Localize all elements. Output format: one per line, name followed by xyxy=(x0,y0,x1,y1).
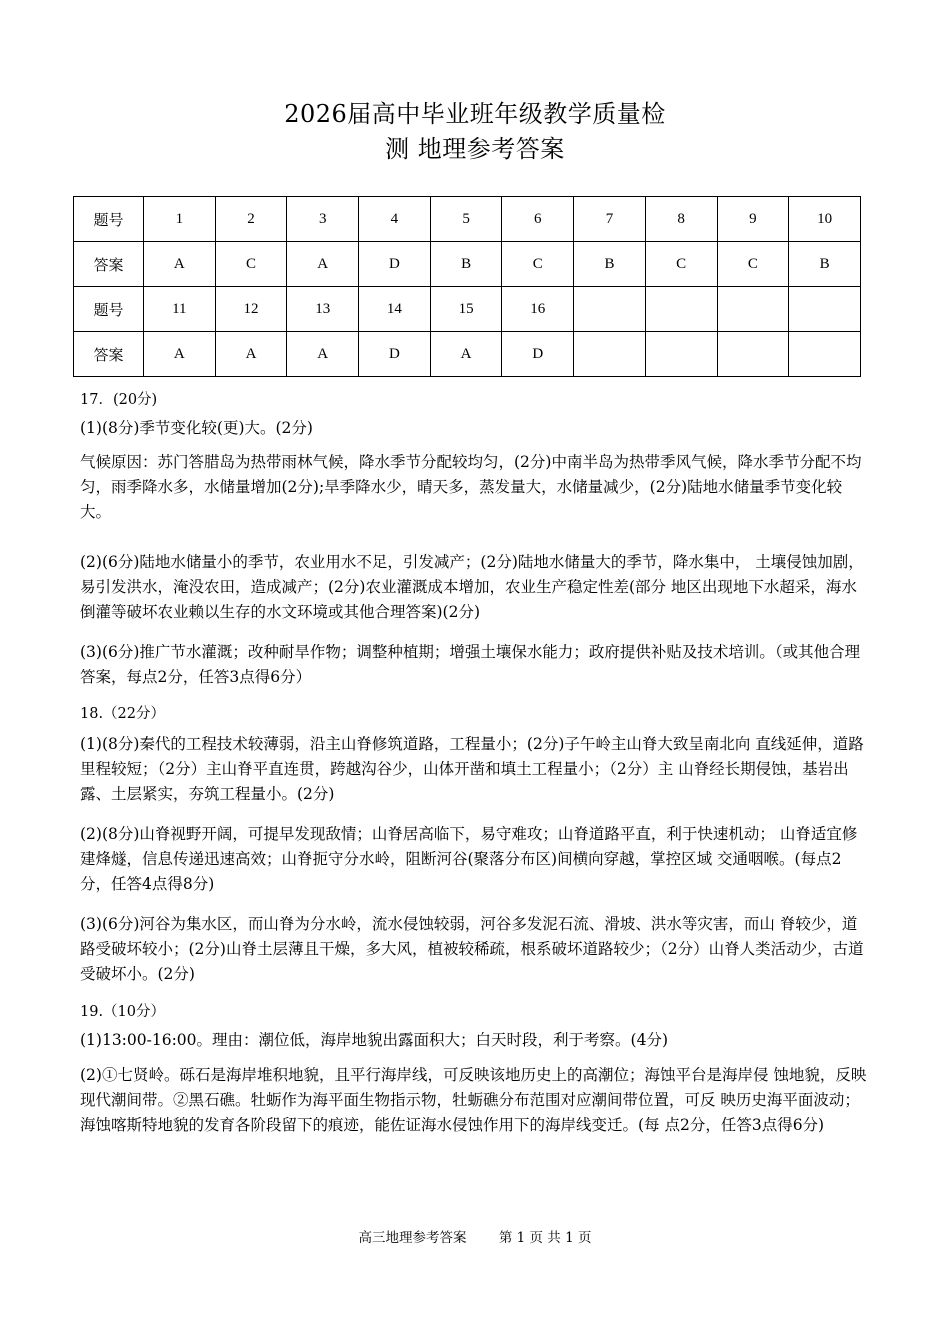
answer-table-row-label: 题号 xyxy=(74,287,144,332)
answer-table-cell: A xyxy=(144,332,216,377)
answer-table-cell: A xyxy=(215,332,287,377)
answer-table-cell xyxy=(717,287,789,332)
answer-table-cell: 5 xyxy=(430,197,502,242)
answer-table-cell: C xyxy=(502,242,574,287)
answer-table-cell: 12 xyxy=(215,287,287,332)
answer-table-cell xyxy=(789,332,861,377)
answer-table-cell: 2 xyxy=(215,197,287,242)
q18-heading: 18.（22分） xyxy=(80,706,166,722)
page-footer xyxy=(0,1226,950,1246)
answer-table-cell: 9 xyxy=(717,197,789,242)
answer-table-cell xyxy=(645,287,717,332)
answer-table-cell: D xyxy=(502,332,574,377)
answer-table-cell: 4 xyxy=(359,197,431,242)
q18-part3: (3)(6分)河谷为集水区，而山脊为分水岭，流水侵蚀较弱，河谷多发泥石流、滑坡、洪水等灾害，而山 脊较少，道路受破坏较小；(2分)山脊土层薄且干燥，多大风，植被较稀疏，根系破坏道路较少；（2分）山脊人类活动少，古道受破坏小。(2分) xyxy=(80,915,864,983)
answer-table-cell: 3 xyxy=(287,197,359,242)
q19-part2: (2)①七贤岭。砾石是海岸堆积地貌，且平行海岸线，可反映该地历史上的高潮位；海蚀平台是海岸侵 蚀地貌，反映现代潮间带。②黑石礁。牡蛎作为海平面生物指示物，牡蛎礁分布范围对应潮间带位置，可反 映历史海平面波动；海蚀喀斯特地貌的发育各阶段留下的痕迹，能佐证海水侵蚀作用下的海岸线变迁。(每 点2分，任答3点得6分) xyxy=(80,1066,867,1134)
answer-table-cell: 15 xyxy=(430,287,502,332)
answer-table-cell: A xyxy=(287,332,359,377)
answer-table-cell xyxy=(789,287,861,332)
answer-table-cell: D xyxy=(359,242,431,287)
q17-part1: (1)(8分)季节变化较(更)大。(2分) xyxy=(80,419,313,437)
answer-table-cell: D xyxy=(359,332,431,377)
page-title-line1: 2026届高中毕业班年级教学质量检 xyxy=(284,100,666,128)
page-title-line2: 测 地理参考答案 xyxy=(385,135,565,163)
footer-page-number: 第 1 页 共 1 页 xyxy=(498,1230,592,1246)
q17-heading: 17．(20分) xyxy=(80,392,158,408)
answer-table-cell: C xyxy=(717,242,789,287)
q19-part1: (1)13:00-16:00。理由：潮位低，海岸地貌出露面积大；白天时段，利于考察。(4分) xyxy=(80,1031,668,1049)
answer-table-row xyxy=(74,287,861,332)
answer-table-cell: 8 xyxy=(645,197,717,242)
answer-table-cell: A xyxy=(430,332,502,377)
answer-table-cell: A xyxy=(144,242,216,287)
answer-table xyxy=(73,196,861,377)
q17-part3: (3)(6分)推广节水灌溉；改种耐旱作物；调整种植期；增强土壤保水能力；政府提供补贴及技术培训。（或其他合理答案，每点2分，任答3点得6分） xyxy=(80,643,861,686)
answer-table-cell: 6 xyxy=(502,197,574,242)
answer-table-cell: 10 xyxy=(789,197,861,242)
q17-climate-reason: 气候原因：苏门答腊岛为热带雨林气候，降水季节分配较均匀，(2分)中南半岛为热带季风气候，降水季节分配不均匀，雨季降水多，水储量增加(2分);旱季降水少，晴天多，蒸发量大，水储量减少，(2分)陆地水储量季节变化较大。 xyxy=(80,453,862,521)
answer-table-cell: A xyxy=(287,242,359,287)
answer-table-cell xyxy=(645,332,717,377)
answer-table-cell xyxy=(574,332,646,377)
q18-part2: (2)(8分)山脊视野开阔，可提早发现敌情；山脊居高临下，易守难攻；山脊道路平直，利于快速机动； 山脊适宜修建烽燧，信息传递迅速高效；山脊扼守分水岭，阻断河谷(聚落分布区)间横向穿越，掌控区域 交通咽喉。(每点2分，任答4点得8分) xyxy=(80,825,858,893)
q19-heading: 19.（10分） xyxy=(80,1004,166,1020)
answer-table-cell: 14 xyxy=(359,287,431,332)
answer-table-row-label: 答案 xyxy=(74,332,144,377)
footer-subject: 高三地理参考答案 xyxy=(358,1230,467,1246)
answer-table-cell: B xyxy=(789,242,861,287)
answer-table-cell: 16 xyxy=(502,287,574,332)
answer-table-cell: B xyxy=(430,242,502,287)
answer-table-cell: 13 xyxy=(287,287,359,332)
answer-table-cell: C xyxy=(215,242,287,287)
answer-table-row-label: 题号 xyxy=(74,197,144,242)
answer-table-cell: 1 xyxy=(144,197,216,242)
answer-table-row xyxy=(74,197,861,242)
answer-table-cell xyxy=(574,287,646,332)
answer-table-cell: 7 xyxy=(574,197,646,242)
answer-table-cell: 11 xyxy=(144,287,216,332)
answer-table-cell: B xyxy=(574,242,646,287)
answer-table-cell: C xyxy=(645,242,717,287)
answer-table-cell xyxy=(717,332,789,377)
q18-part1: (1)(8分)秦代的工程技术较薄弱，沿主山脊修筑道路，工程量小；(2分)子午岭主山脊大致呈南北向 直线延伸，道路里程较短；（2分）主山脊平直连贯，跨越沟谷少，山体开凿和填土工程量小；（2分）主 山脊经长期侵蚀，基岩出露、土层紧实，夯筑工程量小。(2分) xyxy=(80,735,864,803)
answer-table-row-label: 答案 xyxy=(74,242,144,287)
answer-table-row xyxy=(74,242,861,287)
answer-table-row xyxy=(74,332,861,377)
q17-part2: (2)(6分)陆地水储量小的季节，农业用水不足，引发减产；(2分)陆地水储量大的季节，降水集中， 土壤侵蚀加剧，易引发洪水，淹没农田，造成减产；(2分)农业灌溉成本增加，农业生产稳定性差(部分 地区出现地下水超采，海水倒灌等破坏农业赖以生存的水文环境或其他合理答案)(2分) xyxy=(80,553,864,621)
